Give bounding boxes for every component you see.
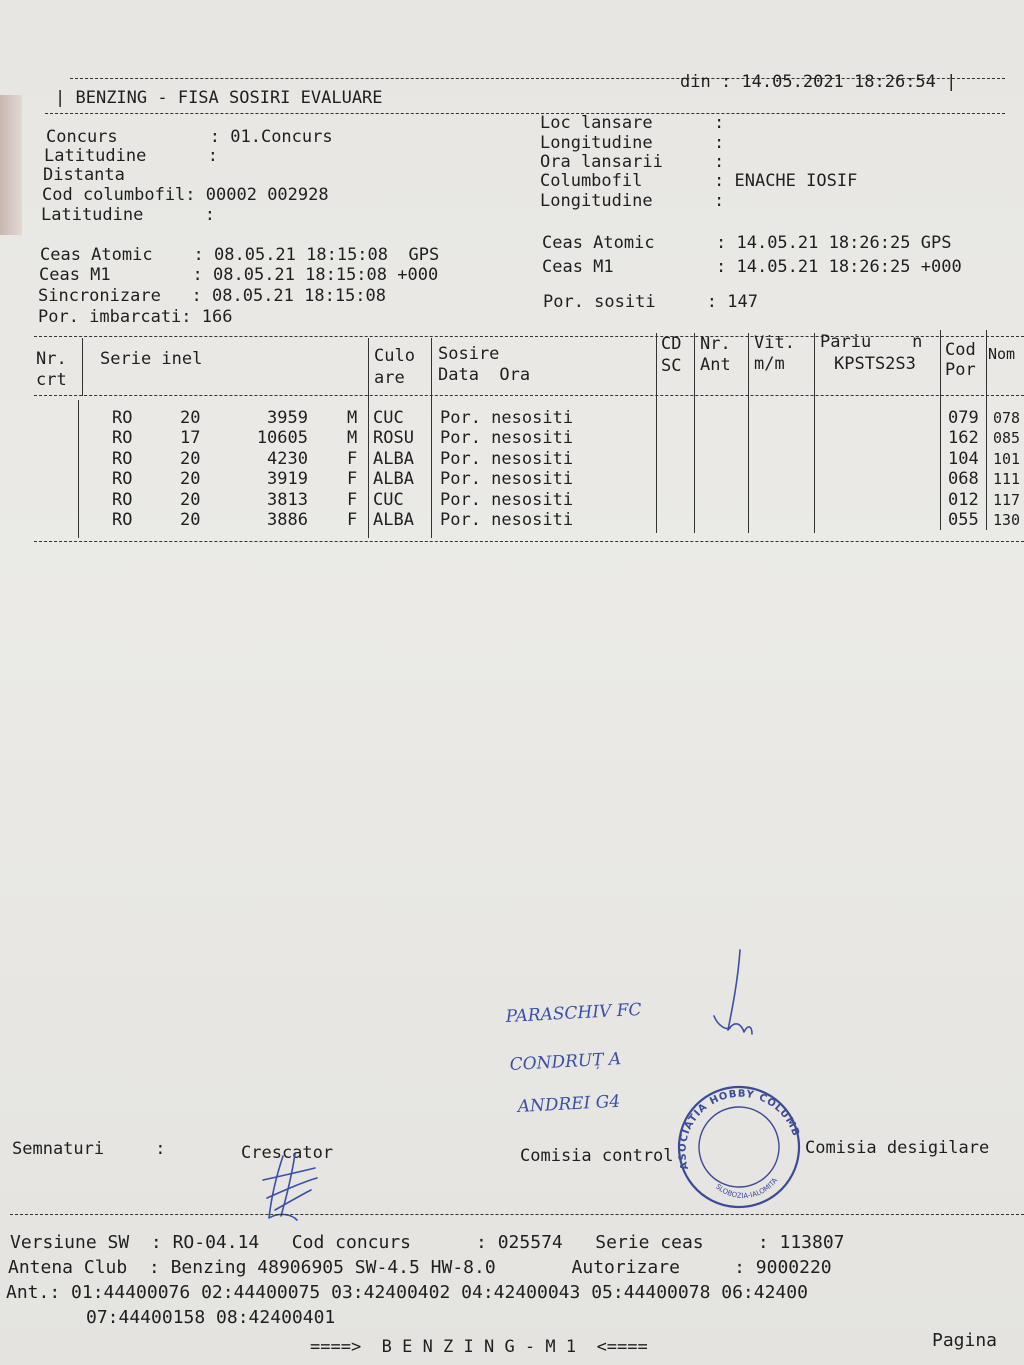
th-ant: Ant bbox=[700, 355, 731, 375]
info-ora-lansarii: Ora lansarii : bbox=[540, 152, 735, 172]
cell-culoare: CUC bbox=[373, 408, 404, 428]
footer-rule bbox=[10, 1214, 1024, 1215]
table-header-rule bbox=[34, 395, 1024, 396]
cell-an: 20 bbox=[180, 408, 201, 428]
cell-sosire: Por. nesositi bbox=[440, 469, 574, 490]
footer-pagina: Pagina bbox=[932, 1330, 998, 1351]
cell-tara: RO bbox=[112, 510, 133, 530]
cell-cod-por: 055 bbox=[948, 510, 979, 530]
cell-cod-por: 012 bbox=[948, 489, 979, 510]
footer-ant-line-2: 07:44400158 08:42400401 bbox=[86, 1307, 336, 1328]
cell-sex: F bbox=[347, 448, 358, 469]
clock-atomic-right: Ceas Atomic : 14.05.21 18:26:25 GPS bbox=[542, 233, 952, 253]
col-divider bbox=[814, 333, 815, 533]
cell-culoare: ROSU bbox=[373, 428, 414, 449]
info-latitudine-2: Latitudine : bbox=[41, 205, 226, 225]
cell-an: 20 bbox=[180, 469, 201, 490]
info-longitudine-1: Longitudine : bbox=[540, 133, 735, 153]
cell-an: 20 bbox=[180, 448, 201, 469]
cell-nom: 078 bbox=[993, 409, 1021, 427]
cell-nr-inel: 3919 bbox=[267, 469, 308, 490]
cell-nom: 111 bbox=[993, 470, 1021, 489]
col-divider bbox=[656, 333, 657, 533]
clock-m1-left: Ceas M1 : 08.05.21 18:15:08 +000 bbox=[39, 265, 439, 285]
signature-crescator-label: Crescator bbox=[241, 1143, 334, 1163]
cell-tara: RO bbox=[112, 428, 133, 449]
handwritten-line-3: ANDREI G4 bbox=[517, 1091, 621, 1117]
stamp-outer-text: ASOCIATIA HOBBY COLUMBOFIL bbox=[677, 1088, 802, 1171]
cell-sosire: Por. nesositi bbox=[440, 448, 574, 469]
col-divider bbox=[748, 333, 749, 533]
info-latitudine-1: Latitudine : bbox=[44, 146, 229, 166]
cell-nom: 130 bbox=[993, 511, 1021, 529]
cell-nom: 101 bbox=[993, 449, 1021, 468]
cell-an: 20 bbox=[180, 489, 201, 510]
th-por: Por bbox=[945, 360, 976, 380]
svg-text:SLOBOZIA-IALOMITA bbox=[713, 1165, 782, 1210]
info-columbofil: Columbofil : ENACHE IOSIF bbox=[540, 171, 858, 191]
th-nr-ant: Nr. bbox=[700, 334, 731, 354]
cell-cod-por: 104 bbox=[948, 448, 979, 469]
cell-nr-inel: 3886 bbox=[267, 510, 308, 530]
cell-cod-por: 079 bbox=[948, 408, 979, 428]
th-nr: Nr. bbox=[36, 349, 67, 369]
th-pariu: Pariu n bbox=[820, 332, 923, 352]
th-sosire: Sosire bbox=[438, 344, 500, 364]
th-cd: CD bbox=[661, 334, 682, 354]
cell-sosire: Por. nesositi bbox=[440, 510, 574, 530]
th-cod: Cod bbox=[945, 340, 976, 360]
col-divider bbox=[940, 330, 941, 530]
adjacent-sheet-edge bbox=[0, 95, 22, 235]
signature-comisia-desigilare-label: Comisia desigilare bbox=[805, 1138, 990, 1158]
cell-nom: 117 bbox=[993, 490, 1021, 509]
header-date: din : 14.05.2021 18:26:54 | bbox=[680, 72, 957, 92]
info-distanta: Distanta bbox=[43, 165, 125, 185]
info-longitudine-2: Longitudine : bbox=[540, 191, 735, 211]
info-por-sositi: Por. sositi : 147 bbox=[543, 292, 758, 312]
th-are: are bbox=[374, 368, 405, 388]
footer-benzing-banner: ====> B E N Z I N G - M 1 <==== bbox=[310, 1337, 648, 1357]
cell-tara: RO bbox=[112, 489, 133, 510]
cell-tara: RO bbox=[112, 448, 133, 469]
info-por-imbarcati: Por. imbarcati: 166 bbox=[38, 307, 233, 327]
info-loc-lansare: Loc lansare : bbox=[540, 113, 735, 133]
cell-culoare: ALBA bbox=[373, 510, 414, 530]
th-data-ora: Data Ora bbox=[438, 365, 531, 385]
clock-sincronizare: Sincronizare : 08.05.21 18:15:08 bbox=[38, 286, 387, 306]
info-concurs: Concurs : 01.Concurs bbox=[46, 127, 333, 147]
col-divider bbox=[986, 330, 987, 530]
club-stamp bbox=[664, 1082, 814, 1212]
col-divider bbox=[368, 338, 369, 538]
cell-nom: 085 bbox=[993, 429, 1021, 448]
col-divider bbox=[694, 333, 695, 533]
signatures-label: Semnaturi : bbox=[12, 1139, 166, 1159]
cell-sex: M bbox=[347, 428, 358, 449]
header-title: | BENZING - FISA SOSIRI EVALUARE bbox=[55, 88, 383, 108]
clock-m1-right: Ceas M1 : 14.05.21 18:26:25 +000 bbox=[542, 257, 962, 277]
stamp-inner-text: SLOBOZIA-IALOMITA bbox=[713, 1176, 780, 1201]
cell-sex: F bbox=[347, 469, 358, 490]
cell-an: 20 bbox=[180, 510, 201, 530]
th-vit: Vit. bbox=[754, 333, 795, 353]
cell-sosire: Por. nesositi bbox=[440, 428, 574, 449]
cell-sosire: Por. nesositi bbox=[440, 489, 574, 510]
footer-ant-line-1: Ant.: 01:44400076 02:44400075 03:42400402 04:42400043 05:44400078 06:42400 bbox=[6, 1282, 808, 1303]
cell-tara: RO bbox=[112, 408, 133, 428]
cell-culoare: ALBA bbox=[373, 448, 414, 469]
cell-nr-inel: 3959 bbox=[267, 408, 308, 428]
clock-atomic-left: Ceas Atomic : 08.05.21 18:15:08 GPS bbox=[40, 245, 440, 265]
th-crt: crt bbox=[36, 370, 67, 390]
handwritten-line-2: CONDRUȚ A bbox=[509, 1049, 622, 1075]
col-divider bbox=[82, 338, 83, 396]
table-bottom-rule bbox=[34, 541, 1024, 542]
signature-comisia-control-label: Comisia control bbox=[520, 1146, 674, 1166]
info-cod-columbofil: Cod columbofil: 00002 002928 bbox=[42, 185, 329, 205]
th-nom: Nom bbox=[988, 345, 1016, 363]
handwritten-line-1: PARASCHIV FC bbox=[505, 999, 642, 1027]
col-divider bbox=[78, 400, 79, 538]
cell-an: 17 bbox=[180, 428, 201, 449]
col-divider bbox=[431, 338, 432, 538]
th-serie: Serie inel bbox=[100, 349, 203, 369]
cell-nr-inel: 10605 bbox=[256, 428, 308, 449]
th-mm: m/m bbox=[754, 354, 785, 374]
cell-sex: F bbox=[347, 510, 358, 530]
cell-nr-inel: 3813 bbox=[267, 489, 308, 510]
cell-cod-por: 162 bbox=[948, 428, 979, 449]
th-culo: Culo bbox=[374, 346, 415, 366]
footer-versiune: Versiune SW : RO-04.14 Cod concurs : 025574 Serie ceas : 113807 bbox=[10, 1232, 845, 1253]
svg-text:ASOCIATIA HOBBY COLUMBOFIL SLO bbox=[664, 1082, 801, 1179]
cell-culoare: ALBA bbox=[373, 469, 414, 490]
footer-antena: Antena Club : Benzing 48906905 SW-4.5 HW-8.0 Autorizare : 9000220 bbox=[8, 1257, 832, 1278]
cell-sosire: Por. nesositi bbox=[440, 408, 574, 428]
cell-sex: F bbox=[347, 489, 358, 510]
cell-tara: RO bbox=[112, 469, 133, 490]
header-bottom-rule bbox=[45, 113, 1005, 114]
cell-nr-inel: 4230 bbox=[267, 448, 308, 469]
cell-cod-por: 068 bbox=[948, 469, 979, 490]
cell-culoare: CUC bbox=[373, 489, 404, 510]
th-sc: SC bbox=[661, 356, 682, 376]
th-kpsts: KPSTS2S3 bbox=[834, 354, 916, 374]
cell-sex: M bbox=[347, 408, 358, 428]
